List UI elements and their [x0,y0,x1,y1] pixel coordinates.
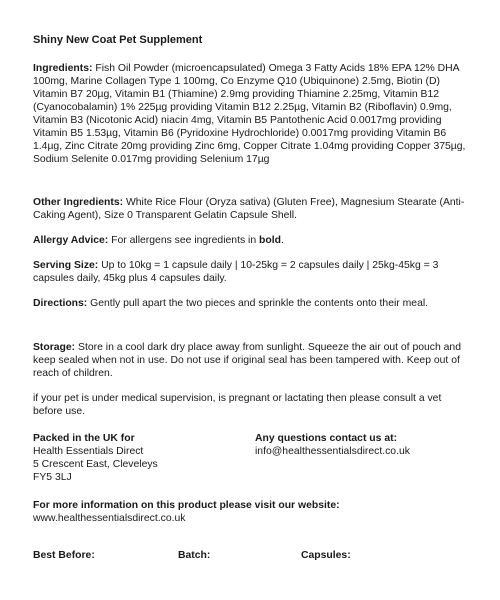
directions-text: Gently pull apart the two pieces and sprinkle the contents onto their meal. [87,298,429,309]
medical-advice: if your pet is under medical supervision, is pregnant or lactating then please consult a vet before use. [33,393,442,417]
storage-section [33,341,473,380]
capsules-label: Capsules: [301,550,351,561]
allergy-advice-text: For allergens see ingredients in [108,235,260,246]
directions-label: Directions: [33,298,88,309]
contact-section [255,432,475,458]
allergy-advice-section [33,234,473,247]
serving-size-section [33,259,473,285]
storage-label: Storage: [33,342,76,353]
best-before-label: Best Before: [33,550,95,561]
serving-size-text: Up to 10kg = 1 capsule daily | 10-25kg = 2 capsules daily | 25kg-45kg = 3 capsules daily, 45kg plus 4 capsules daily. [33,260,439,284]
ingredients-label: Ingredients: [33,63,93,74]
address-street: 5 Crescent East, Cleveleys [33,459,158,470]
other-ingredients-label: Other Ingredients: [33,197,124,208]
more-info-section [33,499,473,525]
other-ingredients-section [33,196,473,222]
company-name: Health Essentials Direct [33,446,144,457]
directions-section [33,297,473,310]
ingredients-section [33,62,473,166]
batch-label: Batch: [178,550,211,561]
storage-text: Store in a cool dark dry place away from sunlight. Squeeze the air out of pouch and keep sealed when not in use. Do not use if original seal has been tampered with. Keep out of reach of children. [33,342,461,379]
allergy-end: . [280,235,284,246]
packed-heading: Packed in the UK for [33,433,135,444]
more-info-heading: For more information on this product please visit our website: [33,500,340,511]
ingredients-text: Fish Oil Powder (microencapsulated) Omega 3 Fatty Acids 18% EPA 12% DHA 100mg, Marine Collagen Type 1 100mg, Co Enzyme Q10 (Ubiquinone) 2.5mg, Biotin (D) Vitamin B7 20µg, Vitamin B1 (Thiamine) 2.9mg providing Thiamine 2.25mg, Vitamin B12 (Cyanocobalamin) 1% 225µg providing Vitamin B12 2.25µg, Vitamin B2 (Riboflavin) 0.9mg, Vitamin B3 (Nicotonic Acid) niacin 4mg, Vitamin B5 Pantothenic Acid 0.0017mg providing Vitamin B5 1.53µg, Vitamin B6 (Pyridoxine Hydrochloride) 0.0017mg providing Vitamin B6 1.4µg, Zinc Citrate 20mg providing Zinc 6mg, Copper Citrate 1.04mg providing Copper 375µg, Sodium Selenite 0.017mg providing Selenium 17µg [33,63,466,165]
contact-heading: Any questions contact us at: [255,433,398,444]
website-url: www.healthessentialsdirect.co.uk [33,513,186,524]
other-ingredients-text: White Rice Flour (Oryza sativa) (Gluten Free), Magnesium Stearate (Anti-Caking Agent), Size 0 Transparent Gelatin Capsule Shell. [33,197,465,221]
serving-size-label: Serving Size: [33,260,99,271]
contact-email: info@healthessentialsdirect.co.uk [255,446,410,457]
product-title: Shiny New Coat Pet Supplement [33,34,203,46]
packed-for-section [33,432,253,484]
allergy-bold-word: bold [259,235,281,246]
address-postcode: FY5 3LJ [33,472,72,483]
allergy-advice-label: Allergy Advice: [33,235,109,246]
